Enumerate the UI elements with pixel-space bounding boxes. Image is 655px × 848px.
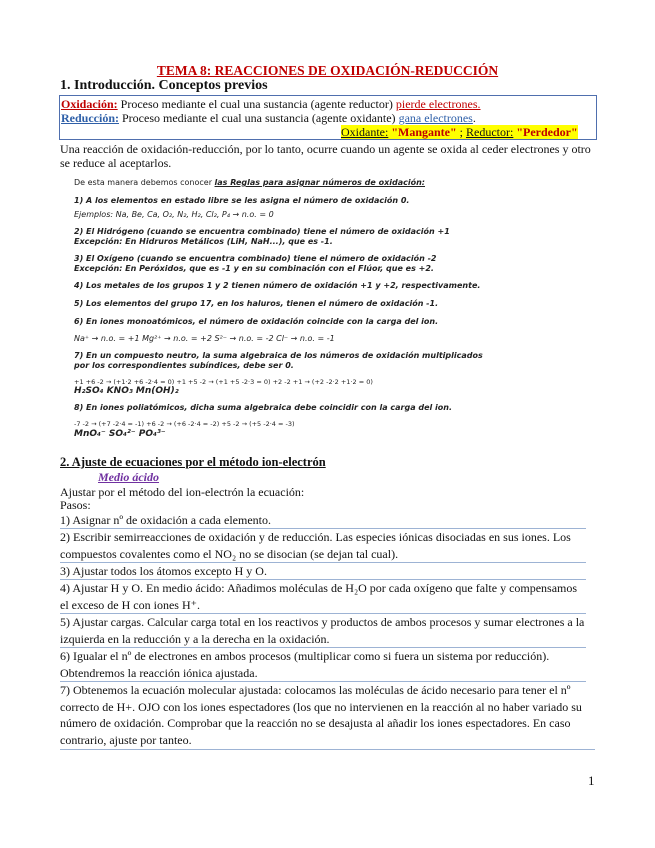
reduccion-link: gana electrones <box>398 111 473 125</box>
rule-3a: 3) El Oxígeno (cuando se encuentra combinado) tiene el número de oxidación -2 <box>74 254 437 263</box>
oxidacion-label: Oxidación: <box>61 97 118 111</box>
reductor-value: "Perdedor" <box>513 125 578 139</box>
reduccion-label: Reducción: <box>61 111 119 125</box>
step-6: 6) Igualar el nº de electrones en ambos procesos (multiplicar como si fuera un sistema por reducción). Obtendremos la reacción iónica ajustada. <box>60 648 586 682</box>
oxidation-rules-image <box>74 176 594 446</box>
rule-7-formulas: H₂SO₄ KNO₃ Mn(OH)₂ <box>74 386 179 396</box>
oxidante-value: "Mangante" <box>388 125 457 139</box>
reductor-label: Reductor: <box>466 125 514 139</box>
step-4: 4) Ajustar H y O. En medio ácido: Añadimos moléculas de H₂O por cada oxígeno que falte y compensamos el exceso de H con iones H⁺. <box>60 580 586 614</box>
mnemonic-line <box>341 125 578 139</box>
rule-2b: Excepción: En Hidruros Metálicos (LiH, NaH...), que es -1. <box>74 237 333 246</box>
reduccion-end: . <box>472 111 476 125</box>
rule-7a: 7) En un compuesto neutro, la suma algebraica de los números de oxidación multiplicados <box>74 351 483 360</box>
mnemonic-sep: ; <box>456 125 466 139</box>
rule-5: 5) Los elementos del grupo 17, en los haluros, tienen el número de oxidación -1. <box>74 299 439 308</box>
step-1: 1) Asignar nº de oxidación a cada elemento. <box>60 512 586 529</box>
oxidacion-link: pierde electrones. <box>395 97 481 111</box>
rule-8: 8) En iones poliatómicos, dicha suma algebraica debe coincidir con la carga del ion. <box>74 403 453 412</box>
rule-8-formulas: MnO₄⁻ SO₄²⁻ PO₄³⁻ <box>74 429 166 439</box>
rule-2a: 2) El Hidrógeno (cuando se encuentra combinado) tiene el número de oxidación +1 <box>74 227 450 236</box>
step-2: 2) Escribir semirreacciones de oxidación y de reducción. Las especies iónicas disociadas en sus iones. Los compuestos covalentes como el NO₂ no se disocian (se dejan tal cual). <box>60 529 586 563</box>
step-7: 7) Obtenemos la ecuación molecular ajustada: colocamos las moléculas de ácido necesario para tener el nº correcto de H+. OJO con los iones espectadores (los que no intervienen en la reacción al no haber variado su número de oxidación. Comprobar que la reacción no se desajusta al añadir los iones espectadores. En caso contrario, ajuste por tanteo. <box>60 682 595 750</box>
reduccion-text: Proceso mediante el cual una sustancia (agente oxidante) <box>119 111 399 125</box>
rule-6: 6) En iones monoatómicos, el número de oxidación coincide con la carga del ion. <box>74 317 439 326</box>
rule-1: 1) A los elementos en estado libre se les asigna el número de oxidación 0. <box>74 196 410 205</box>
page-number: 1 <box>588 773 595 788</box>
rules-intro-a: De esta manera debemos conocer <box>74 178 215 187</box>
rule-4: 4) Los metales de los grupos 1 y 2 tienen número de oxidación +1 y +2, respectivamente. <box>74 281 481 290</box>
rules-intro-b: las Reglas para asignar números de oxidación: <box>214 178 426 187</box>
rule-1-example: Ejemplos: Na, Be, Ca, O₂, N₂, H₂, Cl₂, P₄ → n.o. = 0 <box>74 210 274 219</box>
rule-7-calc: +1 +6 -2 → (+1·2 +6 -2·4 = 0) +1 +5 -2 → (+1 +5 -2·3 = 0) +2 -2 +1 → (+2 -2·2 +1·2 = 0) <box>74 378 373 386</box>
section-2-intro: Ajustar por el método del ion-electrón la ecuación: <box>60 485 305 499</box>
document-title: TEMA 8: REACCIONES DE OXIDACIÓN-REDUCCIÓN <box>156 63 499 78</box>
oxidante-label: Oxidante: <box>341 125 389 139</box>
rule-6-example: Na⁺ → n.o. = +1 Mg²⁺ → n.o. = +2 S²⁻ → n.o. = -2 Cl⁻ → n.o. = -1 <box>74 334 335 343</box>
step-5: 5) Ajustar cargas. Calcular carga total en los reactivos y productos de ambos procesos y sumar electrones a la izquierda en la reducción y a la derecha en la oxidación. <box>60 614 586 648</box>
pasos-label: Pasos: <box>60 498 91 512</box>
oxidacion-definition <box>61 97 481 111</box>
reduccion-definition <box>61 111 476 125</box>
rule-3b: Excepción: En Peróxidos, que es -1 y en su combinación con el Flúor, que es +2. <box>74 264 434 273</box>
section-1-heading: 1. Introducción. Conceptos previos <box>60 78 268 93</box>
rule-8-calc: -7 -2 → (+7 -2·4 = -1) +6 -2 → (+6 -2·4 = -2) +5 -2 → (+5 -2·4 = -3) <box>74 420 295 428</box>
rules-intro <box>74 178 425 188</box>
rule-7b: por los correspondientes subíndices, debe ser 0. <box>74 361 294 370</box>
step-3: 3) Ajustar todos los átomos excepto H y O. <box>60 563 586 580</box>
intro-paragraph: Una reacción de oxidación-reducción, por lo tanto, ocurre cuando un agente se oxida al ceder electrones y otro se reduce al aceptarlos. <box>60 142 591 170</box>
medio-acido-subheading: Medio ácido <box>98 470 159 484</box>
oxidacion-text: Proceso mediante el cual una sustancia (agente reductor) <box>117 97 396 111</box>
section-2-heading: 2. Ajuste de ecuaciones por el método ion-electrón <box>60 455 326 469</box>
